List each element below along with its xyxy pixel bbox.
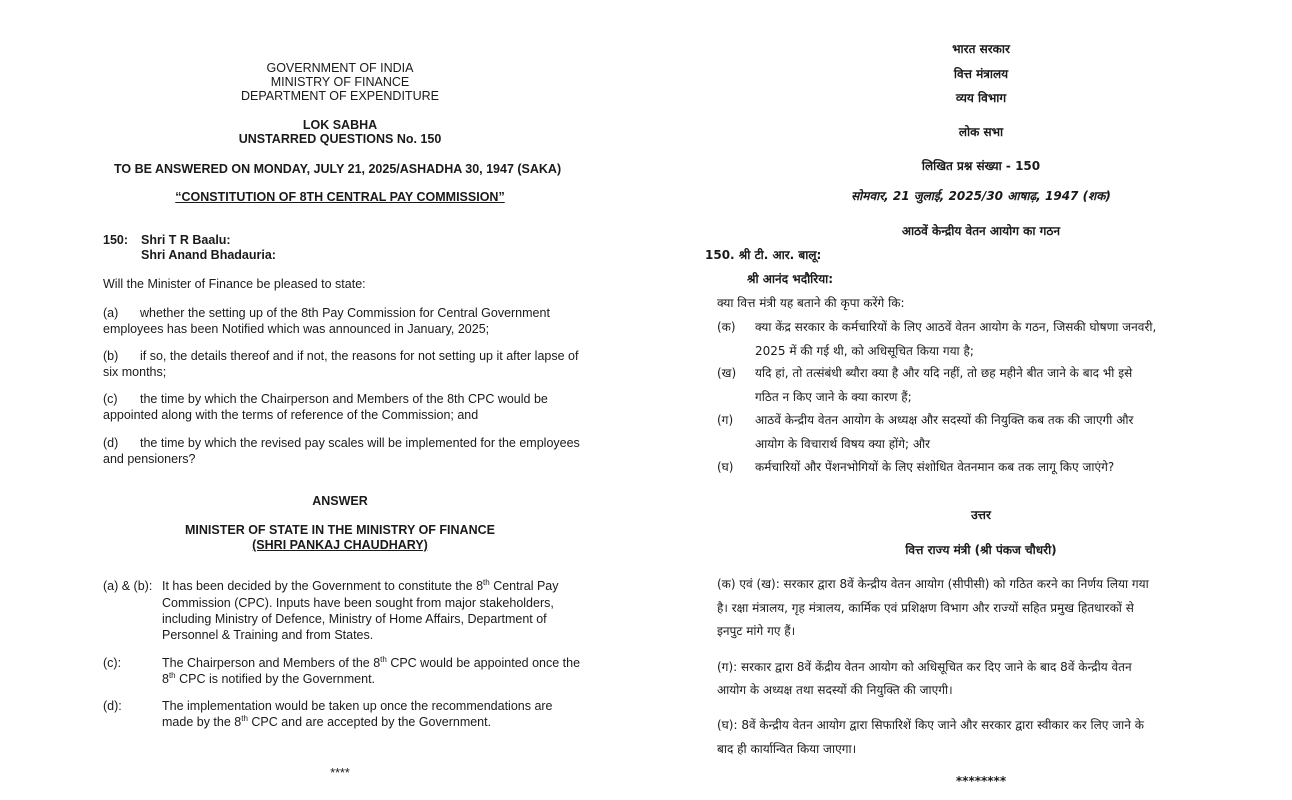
department-heading-hindi: व्यय विभाग <box>955 91 1007 105</box>
end-marker-hindi: ******** <box>955 774 1007 788</box>
minister-hindi: वित्त राज्य मंत्री (श्री पंकज चौधरी) <box>905 543 1057 557</box>
answer-gha-line1: (घ): 8वें केन्द्रीय वेतन आयोग द्वारा सिफारिशें किए जाने और सरकार द्वारा स्वीकार कर लिए जाने के <box>717 718 1144 732</box>
question-number: UNSTARRED QUESTIONS No. 150 <box>238 132 442 146</box>
asker-name-2: Shri Anand Bhadauria: <box>141 248 276 262</box>
answer-d-label: (d): <box>103 699 122 713</box>
answer-kakh-line1: (क) एवं (ख): सरकार द्वारा 8वें केन्द्रीय वेतन आयोग (सीपीसी) को गठित करने का निर्णय लिया गया <box>717 577 1149 591</box>
answer-c-line2: 8th CPC is notified by the Government. <box>162 670 376 686</box>
asker-name-1-hindi: 150. श्री टी. आर. बालू: <box>705 248 822 262</box>
question-c-line1: the time by which the Chairperson and Members of the 8th CPC would be <box>140 392 548 406</box>
house-heading-hindi: लोक सभा <box>958 125 1004 139</box>
question-a-line1: whether the setting up of the 8th Pay Commission for Central Government <box>140 306 550 320</box>
question-b-line1: if so, the details thereof and if not, the reasons for not setting up it after lapse of <box>140 349 579 363</box>
answer-heading-hindi: उत्तर <box>971 508 991 522</box>
question-kha-line2: गठित न किए जाने के क्या कारण हैं; <box>755 390 912 404</box>
hindi-page <box>646 0 1292 800</box>
question-subject: “CONSTITUTION OF 8TH CENTRAL PAY COMMISSION” <box>175 190 505 204</box>
question-ka-line1: क्या केंद्र सरकार के कर्मचारियों के लिए आठवें वेतन आयोग के गठन, जिसकी घोषणा जनवरी, <box>755 320 1157 334</box>
question-kha-line1: यदि हां, तो तत्संबंधी ब्यौरा क्या है और यदि नहीं, तो छह महीने बीत जाने के बाद भी इसे <box>755 366 1133 380</box>
question-intro: Will the Minister of Finance be pleased to state: <box>103 277 366 291</box>
answer-ab-line2: Commission (CPC). Inputs have been sought from major stakeholders, <box>162 596 554 610</box>
department-heading: DEPARTMENT OF EXPENDITURE <box>241 89 439 103</box>
question-b-line2: six months; <box>103 365 167 379</box>
answer-c-line1: The Chairperson and Members of the 8th CPC would be appointed once the <box>162 654 581 670</box>
answer-ga-line2: आयोग के अध्यक्ष तथा सदस्यों की नियुक्ति की जाएगी। <box>717 683 953 697</box>
question-d-label: (d) <box>103 436 119 450</box>
question-a-line2: employees has been Notified which was announced in January, 2025; <box>103 322 490 336</box>
question-intro-hindi: क्या वित्त मंत्री यह बताने की कृपा करेंगे कि: <box>717 296 905 310</box>
question-kha-label: (ख) <box>717 366 737 380</box>
govt-heading: GOVERNMENT OF INDIA <box>266 61 414 75</box>
minister-name: (SHRI PANKAJ CHAUDHARY) <box>252 538 428 552</box>
answer-kakh-line3: इनपुट मांगे गए हैं। <box>717 624 796 638</box>
answer-ab-line3: including Ministry of Defence, Ministry of Home Affairs, Department of <box>162 612 547 626</box>
answer-c-label: (c): <box>103 656 122 670</box>
answer-kakh-line2: है। रक्षा मंत्रालय, गृह मंत्रालय, कार्मिक एवं प्रशिक्षण विभाग और राज्यों सहित प्रमुख हितधारकों से <box>717 601 1134 615</box>
house-heading: LOK SABHA <box>302 118 378 132</box>
question-gha-label: (घ) <box>717 460 734 474</box>
question-ka-label: (क) <box>717 320 736 334</box>
govt-heading-hindi: भारत सरकार <box>952 42 1010 56</box>
answer-date: TO BE ANSWERED ON MONDAY, JULY 21, 2025/ASHADHA 30, 1947 (SAKA) <box>114 162 562 176</box>
question-ga-line1: आठवें केन्द्रीय वेतन आयोग के अध्यक्ष और सदस्यों की नियुक्ति कब तक की जाएगी और <box>755 413 1134 427</box>
question-d-line1: the time by which the revised pay scales will be implemented for the employees <box>140 436 580 450</box>
question-c-line2: appointed along with the terms of reference of the Commission; and <box>103 408 479 422</box>
answer-date-hindi: सोमवार, 21 जुलाई, 2025/30 आषाढ़, 1947 (शक) <box>851 189 1111 203</box>
question-ga-line2: आयोग के विचारार्थ विषय क्या होंगे; और <box>755 437 931 451</box>
question-c-label: (c) <box>103 392 118 406</box>
question-ga-label: (ग) <box>717 413 734 427</box>
answer-ab-line4: Personnel & Training and from States. <box>162 628 374 642</box>
answer-ab-line1: It has been decided by the Government to constitute the 8th Central Pay <box>162 577 559 593</box>
question-d-line2: and pensioners? <box>103 452 196 466</box>
ministry-heading: MINISTRY OF FINANCE <box>270 75 410 89</box>
end-marker: **** <box>330 766 350 780</box>
question-number-hindi: लिखित प्रश्न संख्या - 150 <box>921 159 1041 173</box>
answer-ab-label: (a) & (b): <box>103 579 153 593</box>
question-serial: 150: <box>103 233 129 247</box>
answer-heading: ANSWER <box>312 494 368 508</box>
asker-name-2-hindi: श्री आनंद भदौरिया: <box>747 272 834 286</box>
question-gha-line1: कर्मचारियों और पेंशनभोगियों के लिए संशोधित वेतनमान कब तक लागू किए जाएंगे? <box>755 460 1115 474</box>
answer-ga-line1: (ग): सरकार द्वारा 8वें केंद्रीय वेतन आयोग को अधिसूचित कर दिए जाने के बाद 8वें केन्द्रीय वेतन <box>717 660 1132 674</box>
asker-name-1: Shri T R Baalu: <box>141 233 231 247</box>
question-ka-line2: 2025 में की गई थी, को अधिसूचित किया गया है; <box>755 344 974 358</box>
question-a-label: (a) <box>103 306 119 320</box>
question-subject-hindi: आठवें केन्द्रीय वेतन आयोग का गठन <box>901 224 1061 238</box>
answer-d-line2: made by the 8th CPC and are accepted by the Government. <box>162 713 492 729</box>
minister-title: MINISTER OF STATE IN THE MINISTRY OF FINANCE <box>185 523 495 537</box>
answer-d-line1: The implementation would be taken up once the recommendations are <box>162 699 553 713</box>
answer-gha-line2: बाद ही कार्यान्वित किया जाएगा। <box>717 742 857 756</box>
ministry-heading-hindi: वित्त मंत्रालय <box>953 67 1009 81</box>
question-b-label: (b) <box>103 349 119 363</box>
